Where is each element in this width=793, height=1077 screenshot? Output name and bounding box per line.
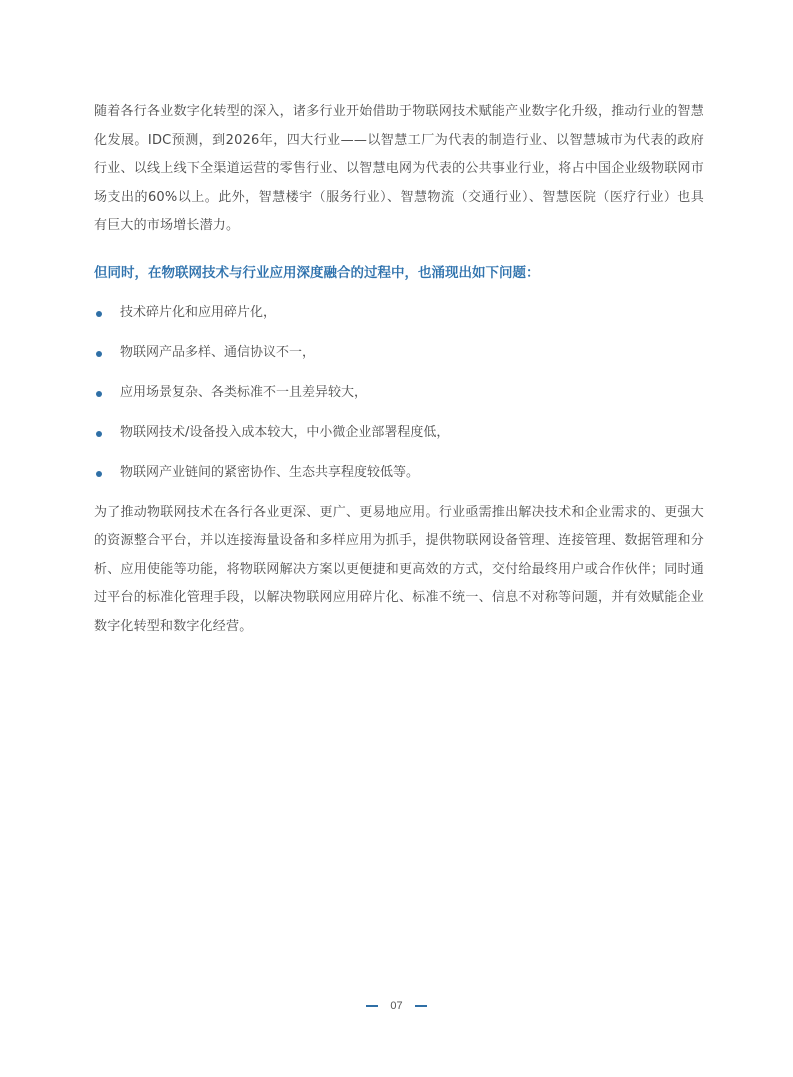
intro-paragraph: 随着各行各业数字化转型的深入，诸多行业开始借助于物联网技术赋能产业数字化升级，推动行业的智慧化发展。IDC预测，到2026年，四大行业——以智慧工厂为代表的制造行业、以智慧城市为代表的政府行业、以线上线下全渠道运营的零售行业、以智慧电网为代表的公共事业行业，将占中国企业级物联网市场支出的60%以上。此外，智慧楼宇（服务行业）、智慧物流（交通行业）、智慧医院（医疗行业）也具有巨大的市场增长潜力。 xyxy=(94,104,704,233)
list-item: 物联网技术/设备投入成本较大，中小微企业部署程度低， xyxy=(94,419,704,447)
section-heading: 但同时，在物联网技术与行业应用深度融合的过程中，也涌现出如下问题： xyxy=(94,264,540,281)
bullet-icon xyxy=(96,471,102,477)
dash-left-icon xyxy=(366,1005,378,1007)
page-footer xyxy=(0,1000,793,1012)
bullet-icon xyxy=(96,431,102,437)
list-item: 物联网产品多样、通信协议不一， xyxy=(94,339,704,367)
bullet-icon xyxy=(96,311,102,317)
dash-right-icon xyxy=(415,1005,427,1007)
list-item: 应用场景复杂、各类标准不一且差异较大， xyxy=(94,379,704,407)
conclusion-paragraph: 为了推动物联网技术在各行各业更深、更广、更易地应用。行业亟需推出解决技术和企业需求的、更强大的资源整合平台，并以连接海量设备和多样应用为抓手，提供物联网设备管理、连接管理、数据管理和分析、应用使能等功能，将物联网解决方案以更便捷和更高效的方式，交付给最终用户或合作伙伴；同时通过平台的标准化管理手段，以解决物联网应用碎片化、标准不统一、信息不对称等问题，并有效赋能企业数字化转型和数字化经营。 xyxy=(94,504,704,634)
issues-list xyxy=(94,299,704,487)
page-number: 07 xyxy=(390,1000,403,1012)
list-item: 技术碎片化和应用碎片化， xyxy=(94,299,704,327)
bullet-icon xyxy=(96,391,102,397)
bullet-icon xyxy=(96,351,102,357)
list-item: 物联网产业链间的紧密协作、生态共享程度较低等。 xyxy=(94,459,704,487)
page-content xyxy=(94,98,704,641)
